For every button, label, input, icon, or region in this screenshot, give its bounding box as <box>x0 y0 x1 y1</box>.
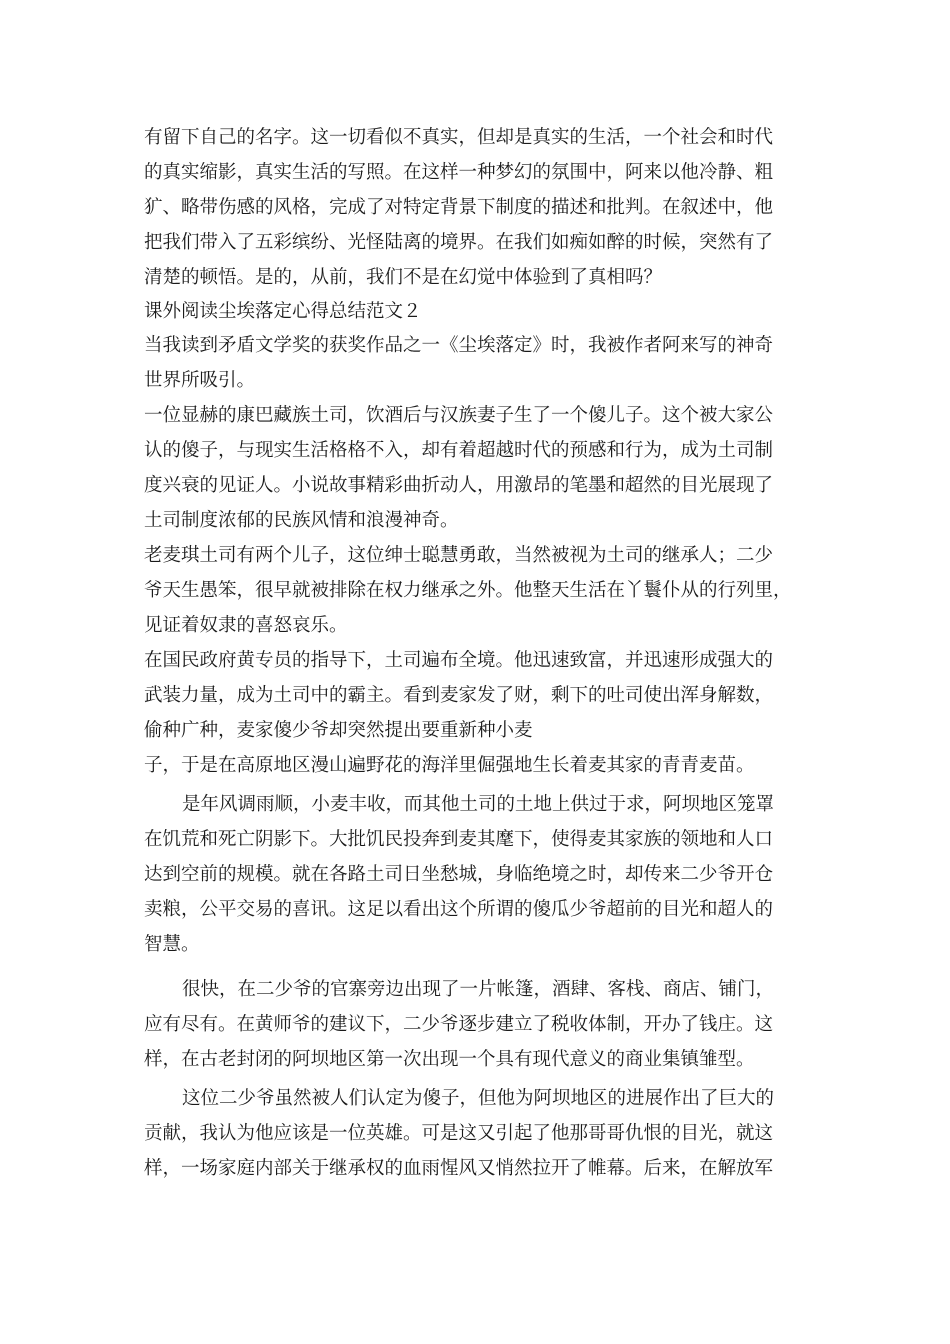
paragraph-1 <box>144 120 804 295</box>
text-line: 一位显赫的康巴藏族土司，饮酒后与汉族妻子生了一个傻儿子。这个被大家公 <box>144 405 774 426</box>
paragraph-3 <box>144 398 804 538</box>
text-line: 应有尽有。在黄师爷的建议下，二少爷逐步建立了税收体制，开办了钱庄。这 <box>144 1014 774 1035</box>
text-line: 爷天生愚笨，很早就被排除在权力继承之外。他整天生活在丫鬟仆从的行列里， <box>144 580 792 601</box>
text-line: 是年风调雨顺，小麦丰收，而其他土司的土地上供过于求，阿坝地区笼罩 <box>182 794 775 815</box>
paragraph-5 <box>144 643 804 783</box>
text-line: 老麦琪土司有两个儿子，这位绅士聪慧勇敢，当然被视为土司的继承人；二少 <box>144 545 774 566</box>
text-line: 贡献，我认为他应该是一位英雄。可是这又引起了他那哥哥仇恨的目光，就这 <box>144 1123 774 1144</box>
text-line: 把我们带入了五彩缤纷、光怪陆离的境界。在我们如痴如醉的时候，突然有了 <box>144 232 774 253</box>
text-line: 很快，在二少爷的官寨旁边出现了一片帐篷，酒肆、客栈、商店、铺门， <box>182 979 775 1000</box>
text-line: 土司制度浓郁的民族风情和浪漫神奇。 <box>144 510 459 531</box>
text-line: 世界所吸引。 <box>144 370 256 391</box>
text-line: 见证着奴隶的喜怒哀乐。 <box>144 615 348 636</box>
text-line: 达到空前的规模。就在各路土司日坐愁城，身临绝境之时，却传来二少爷开仓 <box>144 864 774 885</box>
paragraph-2 <box>144 328 804 398</box>
text-line: 清楚的顿悟。是的，从前，我们不是在幻觉中体验到了真相吗？ <box>144 267 663 288</box>
text-line: 犷、略带伤感的风格，完成了对特定背景下制度的描述和批判。在叙述中，他 <box>144 197 774 218</box>
paragraph-8 <box>144 1081 804 1186</box>
text-line: 武装力量，成为土司中的霸主。看到麦家发了财，剩下的吐司使出浑身解数， <box>144 685 774 706</box>
text-line: 当我读到矛盾文学奖的获奖作品之一《尘埃落定》时，我被作者阿来写的神奇 <box>144 335 774 356</box>
text-line: 在饥荒和死亡阴影下。大批饥民投奔到麦其麾下，使得麦其家族的领地和人口 <box>144 829 774 850</box>
text-line: 卖粮，公平交易的喜讯。这足以看出这个所谓的傻瓜少爷超前的目光和超人的 <box>144 899 774 920</box>
text-line: 有留下自己的名字。这一切看似不真实，但却是真实的生活，一个社会和时代 <box>144 127 774 148</box>
text-line: 子，于是在高原地区漫山遍野花的海洋里倔强地生长着麦其家的青青麦苗。 <box>144 755 755 776</box>
section-title: 课外阅读尘埃落定心得总结范文２ <box>144 301 422 322</box>
text-line: 在国民政府黄专员的指导下，土司遍布全境。他迅速致富，并迅速形成强大的 <box>144 650 774 671</box>
text-line: 度兴衰的见证人。小说故事精彩曲折动人，用激昂的笔墨和超然的目光展现了 <box>144 475 774 496</box>
text-line: 的真实缩影，真实生活的写照。在这样一种梦幻的氛围中，阿来以他冷静、粗 <box>144 162 774 183</box>
document-body <box>144 120 804 1186</box>
text-line: 这位二少爷虽然被人们认定为傻子，但他为阿坝地区的进展作出了巨大的 <box>182 1088 775 1109</box>
spacer <box>144 962 804 972</box>
text-line: 样，在古老封闭的阿坝地区第一次出现一个具有现代意义的商业集镇雏型。 <box>144 1049 755 1070</box>
paragraph-4 <box>144 538 804 643</box>
text-line: 认的傻子，与现实生活格格不入，却有着超越时代的预感和行为，成为土司制 <box>144 440 774 461</box>
text-line: 偷种广种，麦家傻少爷却突然提出要重新种小麦 <box>144 720 533 741</box>
text-line: 智慧。 <box>144 934 200 955</box>
paragraph-7 <box>144 972 804 1077</box>
text-line: 样，一场家庭内部关于继承权的血雨惺风又悄然拉开了帷幕。后来，在解放军 <box>144 1158 774 1179</box>
paragraph-6 <box>144 787 804 962</box>
